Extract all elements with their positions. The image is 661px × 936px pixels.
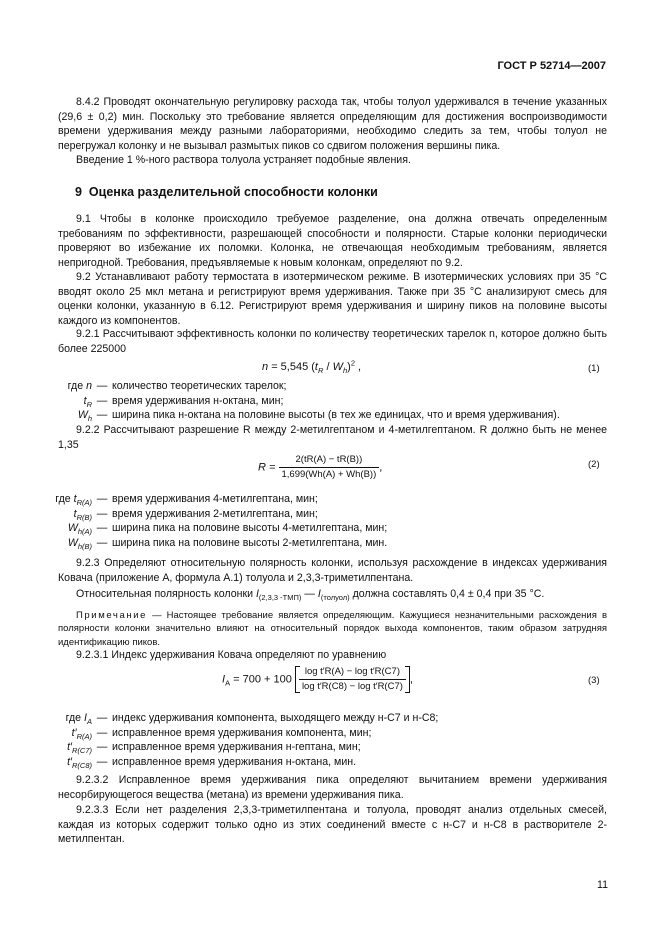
legend-equation-3	[46, 711, 606, 769]
paragraph-9-1: 9.1 Чтобы в колонке происходило требуемое разделение, она должна отвечать определенным требованиям по эффективности, разрешающей способности и полярности. Старые колонки периодически проверяют во избежание их поломки. Колонка, не отвечающая необходимым требованиям, является непригодной. Требования, предъявляемые к новым колонкам, определяют по 9.2.	[58, 213, 607, 269]
note-text: — Настоящее требование является определяющим. Кажущиеся незначительными расхождения в полярности колонки значительно влияют на относительный порядок выхода компонентов, таким образом затрудняя идентификацию пиков.	[58, 610, 607, 648]
note	[58, 609, 607, 649]
legend-row: $t'_{R(C7)}$ — исправленное время удерживания н-гептана, мин;	[67, 741, 361, 756]
legend-row: $t'_{R(A)}$ — исправленное время удерживания компонента, мин;	[71, 726, 372, 741]
document-header: ГОСТ Р 52714—2007	[497, 60, 606, 72]
legend-row: где $t_{R(A)}$ — время удерживания 4-метилгептана, мин;	[55, 493, 318, 508]
note-label: Примечание	[76, 610, 147, 621]
page-number: 11	[597, 879, 608, 891]
paragraph-9-2-1: 9.2.1 Рассчитывают эффективность колонки по количеству теоретических тарелок n, которое должно быть более 225000	[58, 328, 607, 355]
legend-row: $W_h$ — ширина пика н-октана на половине высоты (в тех же единицах, что и время удерживания).	[77, 409, 560, 424]
bracket	[295, 666, 410, 693]
fraction: $\frac{2(tR(A) - tR(B))}{1,699(Wh(A) + Wh(B))}$	[279, 454, 380, 481]
legend-row: $W_{h(B)}$ — ширина пика на половине высоты 2-метилгептана, мин.	[67, 536, 388, 551]
legend-row: $W_{h(A)}$ — ширина пика на половине высоты 4-метилгептана, мин;	[67, 522, 388, 537]
equation-3-number: (3)	[588, 675, 600, 686]
legend-row: где n — количество теоретических тарелок;	[67, 380, 287, 392]
paragraph-9-2-3: 9.2.3 Определяют относительную полярность колонки, используя расхождение в индексах удерживания Ковача (приложение А, формула А.1) толуола и 2,3,3-триметилпентана.	[58, 557, 607, 584]
legend-row: $t_{R(B)}$ — время удерживания 2-метилгептана, мин;	[73, 507, 318, 522]
paragraph-8-4-2: 8.4.2 Проводят окончательную регулировку расхода так, чтобы толуол удерживался в течение указанных (29,6 ± 0,2) мин. Поскольку это требование является определяющим для достижения воспроизводимости времени удерживания между разными лабораториями, необходимо следить за тем, чтобы толуол не перегружал колонку и не вызывал размытых пиков со сдвигом положения вершины пика.	[58, 96, 607, 152]
fraction: $\frac{\text{log t′R(A) − log t′R(C7)}}{\text{log t′R(C8) − log t′R(C7)}}$	[299, 666, 406, 693]
legend-row: где $I_A$ — индекс удерживания компонента, выходящего между н-С7 и н-С8;	[65, 712, 439, 727]
equation-2-number: (2)	[588, 459, 600, 470]
paragraph-9-2-3-3: 9.2.3.3 Если нет разделения 2,3,3-триметилпентана и толуола, проводят анализ отдельных смесей, каждая из которых содержит только одно из этих соединений вместе с н-С7 и н-С8 в растворителе 2-метилпентан.	[58, 804, 607, 846]
legend-row: $t_R$ — время удерживания н-октана, мин;	[83, 394, 284, 409]
section-heading: Оценка разделительной способности колонки	[88, 185, 378, 199]
paragraph-9-2: 9.2 Устанавливают работу термостата в изотермическом режиме. В изотермических условиях при 35 °С вводят около 25 мкл метана и регистрируют время удерживания. Также при 35 °С анализируют смесь для оценки колонки, указанную в 6.12. Регистрируют время удерживания и ширину пиков на половине высоты каждого из компонентов.	[58, 271, 607, 327]
section-number: 9	[75, 185, 82, 199]
legend-equation-1	[46, 379, 606, 423]
equation-1-number: (1)	[588, 363, 600, 374]
equation-3: $I_A = 700 + 100$ $\frac{\text{log t′R(A) − log t′R(C7)}}{\text{log t′R(C8) − log t′R(C7)}}$ ,	[222, 666, 413, 692]
paragraph-8-4-2-note: Введение 1 %-ного раствора толуола устраняет подобные явления.	[76, 154, 411, 166]
legend-equation-2	[46, 492, 606, 550]
paragraph-9-2-2: 9.2.2 Рассчитывают разрешение R между 2-метилгептаном и 4-метилгептаном. R должно быть не менее 1,35	[58, 424, 607, 451]
paragraph-9-2-3-1: 9.2.3.1 Индекс удерживания Ковача определяют по уравнению	[76, 649, 387, 661]
equation-2: R = $\frac{2(tR(A) - tR(B))}{1,699(Wh(A) + Wh(B))}$ ,	[258, 454, 383, 480]
paragraph-9-2-3-polarity: Относительная полярность колонки $I_{(2,3,3 -ТМП)}$ — $I_{(толуол)}$ должна составлять 0,4 ± 0,4 при 35 °С.	[76, 588, 545, 603]
legend-row: $t'_{R(C8)}$ — исправленное время удерживания н-октана, мин.	[67, 755, 357, 770]
equation-1: n = 5,545 $(t_R / W_h)^2$ ,	[262, 358, 362, 376]
paragraph-9-2-3-2: 9.2.3.2 Исправленное время удерживания пика определяют вычитанием времени удерживания несорбирующегося вещества (метана) из времени удерживания пика.	[58, 774, 607, 801]
section-title	[75, 184, 378, 200]
